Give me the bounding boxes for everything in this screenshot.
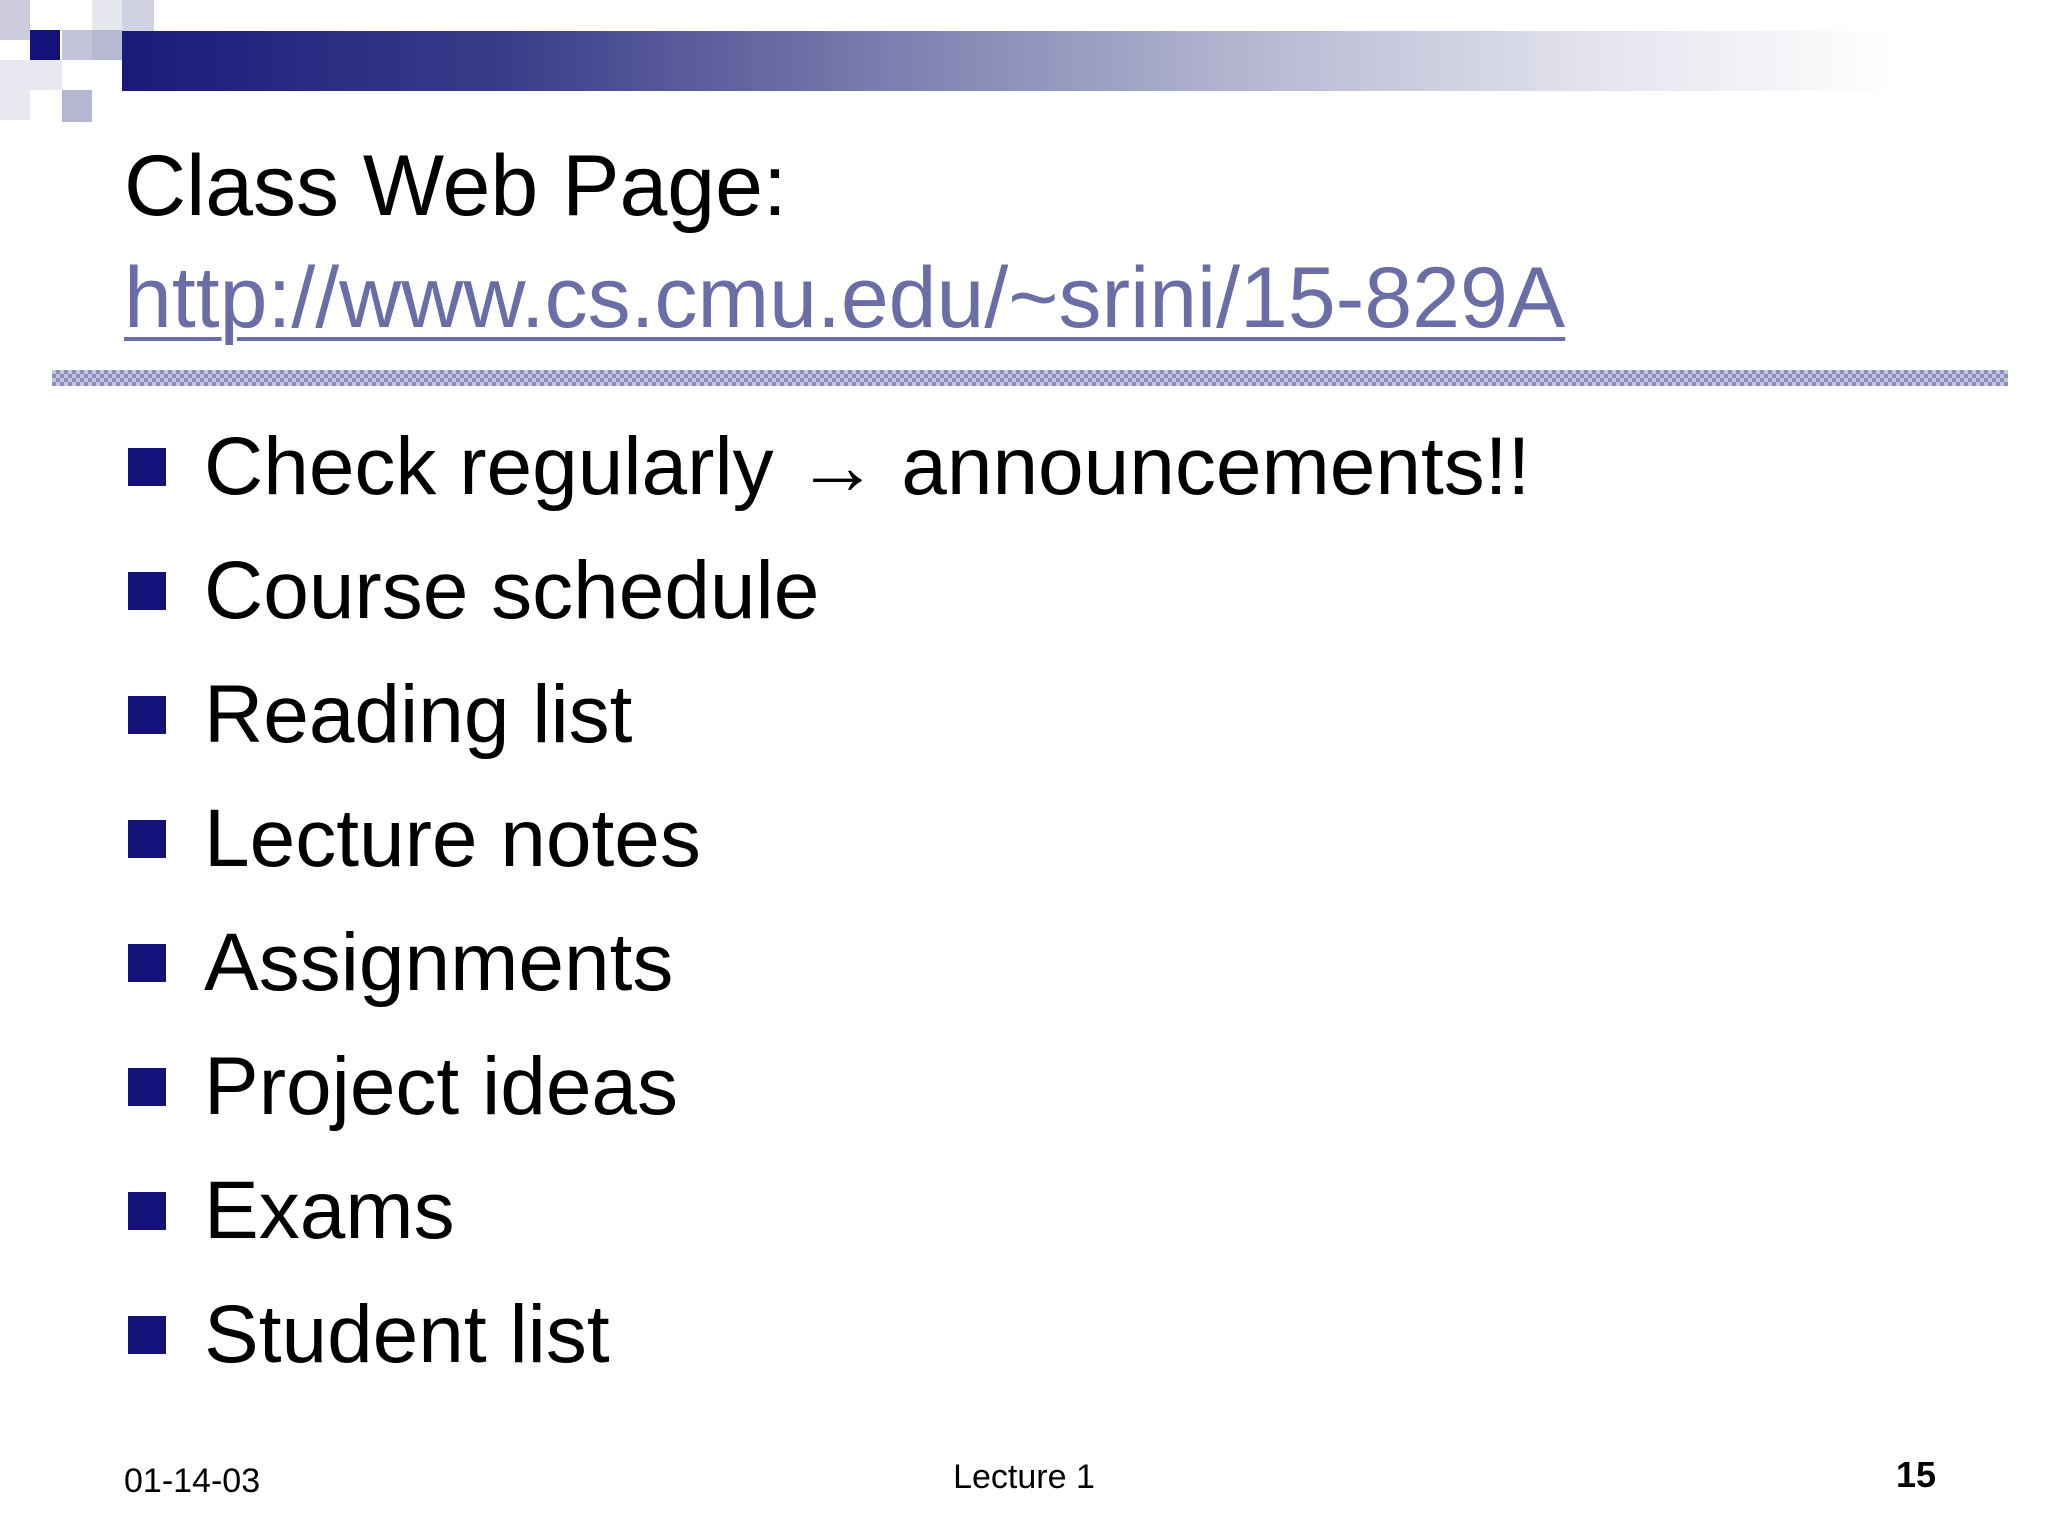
- list-item-text: Lecture notes: [204, 793, 701, 884]
- footer-lecture: Lecture 1: [953, 1458, 1095, 1496]
- title-divider: [52, 370, 2008, 386]
- list-item-text: Course schedule: [204, 545, 820, 636]
- corner-square: [62, 60, 92, 90]
- slide-title-text: Class Web Page:: [124, 138, 787, 234]
- corner-square: [30, 30, 60, 60]
- list-item: [128, 1025, 1530, 1149]
- list-item: [128, 1149, 1530, 1273]
- square-bullet-icon: [128, 572, 166, 610]
- bullet-list: [128, 405, 1530, 1397]
- list-item-text: Project ideas: [204, 1041, 679, 1132]
- page-number: 15: [1895, 1454, 1936, 1495]
- list-item: [128, 529, 1530, 653]
- square-bullet-icon: [128, 448, 166, 486]
- list-item-text: Student list: [204, 1289, 610, 1380]
- list-item-text: Reading list: [204, 669, 633, 760]
- corner-square: [62, 90, 92, 122]
- square-bullet-icon: [128, 696, 166, 734]
- square-bullet-icon: [128, 1068, 166, 1106]
- square-bullet-icon: [128, 944, 166, 982]
- list-item: [128, 653, 1530, 777]
- class-web-page-link[interactable]: http://www.cs.cmu.edu/~srini/15-829A: [124, 250, 1566, 346]
- list-item: [128, 1273, 1530, 1397]
- corner-square: [62, 30, 92, 60]
- header-gradient-bar: [122, 31, 2048, 91]
- list-item: [128, 901, 1530, 1025]
- square-bullet-icon: [128, 820, 166, 858]
- corner-square: [92, 30, 122, 60]
- list-item-text: Exams: [204, 1165, 455, 1256]
- corner-square: [0, 0, 30, 40]
- corner-square: [30, 90, 62, 122]
- square-bullet-icon: [128, 1316, 166, 1354]
- footer-date: 01-14-03: [124, 1462, 261, 1500]
- slide-title: [124, 130, 1565, 354]
- list-item-text: Check regularly → announcements!!: [204, 421, 1531, 512]
- list-item-text: Assignments: [204, 917, 674, 1008]
- list-item: [128, 777, 1530, 901]
- list-item: [128, 405, 1530, 529]
- square-bullet-icon: [128, 1192, 166, 1230]
